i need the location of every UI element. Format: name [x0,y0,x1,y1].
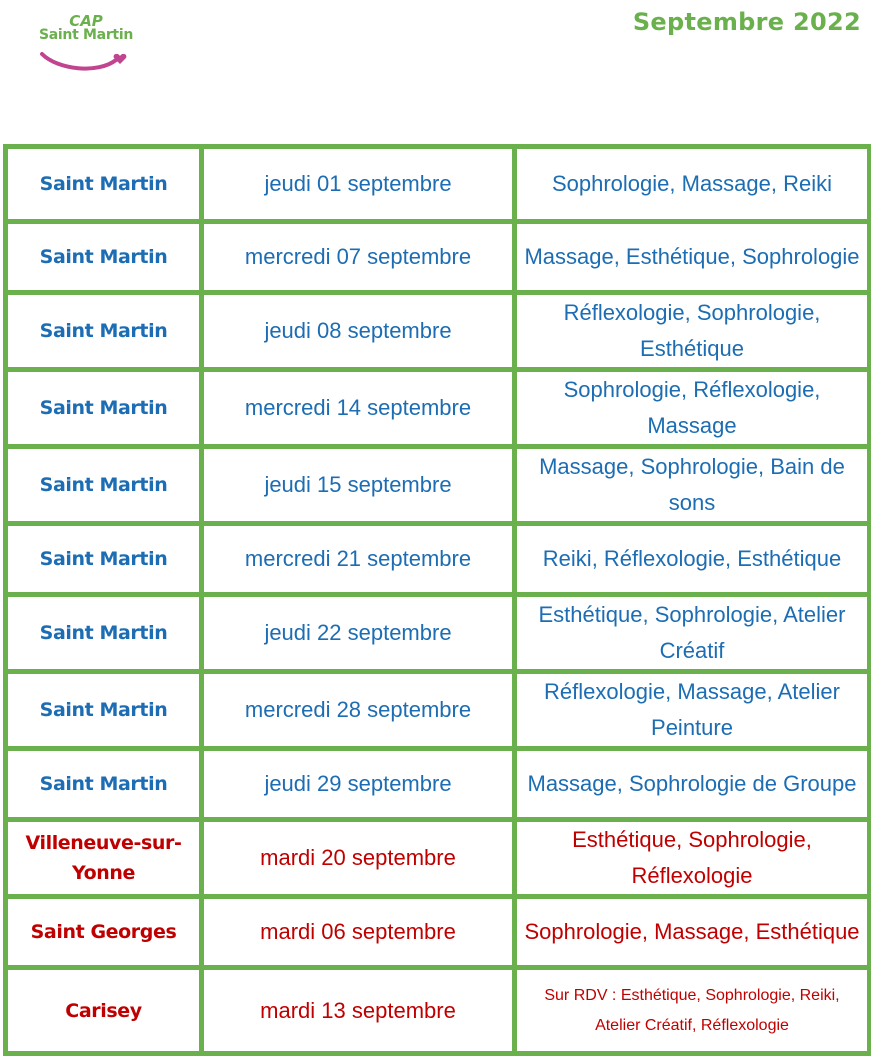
schedule-row [6,293,870,370]
place-cell: Saint Martin [6,222,202,293]
activities-cell: Esthétique, Sophrologie, Atelier Créatif [515,595,870,672]
activities-cell: Sophrologie, Réflexologie, Massage [515,370,870,447]
schedule-row [6,524,870,595]
place-cell: Saint Martin [6,672,202,749]
place-cell: Saint Martin [6,524,202,595]
date-cell: mardi 06 septembre [202,897,515,968]
activities-cell: Sophrologie, Massage, Reiki [515,147,870,222]
place-cell: Saint Martin [6,749,202,820]
schedule-row [6,968,870,1054]
date-cell: mardi 13 septembre [202,968,515,1054]
place-cell: Saint Martin [6,370,202,447]
activities-cell: Réflexologie, Sophrologie, Esthétique [515,293,870,370]
date-cell: mercredi 14 septembre [202,370,515,447]
date-cell: jeudi 22 septembre [202,595,515,672]
schedule-row [6,672,870,749]
date-cell: jeudi 08 septembre [202,293,515,370]
schedule-row [6,147,870,222]
activities-cell: Reiki, Réflexologie, Esthétique [515,524,870,595]
activities-cell: Massage, Esthétique, Sophrologie [515,222,870,293]
month-title: Septembre 2022 [632,8,861,36]
place-cell: Saint Martin [6,447,202,524]
schedule-row [6,749,870,820]
logo-cap-text: CAP [69,12,103,30]
date-cell: mercredi 07 septembre [202,222,515,293]
activities-cell: Réflexologie, Massage, Atelier Peinture [515,672,870,749]
cap-saint-martin-logo [36,12,136,84]
activities-cell: Esthétique, Sophrologie, Réflexologie [515,820,870,897]
schedule-row [6,820,870,897]
schedule-row [6,447,870,524]
place-cell: Carisey [6,968,202,1054]
date-cell: mardi 20 septembre [202,820,515,897]
place-cell: Saint Martin [6,293,202,370]
schedule-row [6,222,870,293]
activities-cell: Massage, Sophrologie, Bain de sons [515,447,870,524]
activities-cell: Massage, Sophrologie de Groupe [515,749,870,820]
place-cell: Saint Georges [6,897,202,968]
place-cell: Villeneuve-sur-Yonne [6,820,202,897]
schedule-table [3,144,871,1056]
logo-name-text: Saint Martin [38,27,133,43]
date-cell: mercredi 28 septembre [202,672,515,749]
schedule-row [6,897,870,968]
date-cell: jeudi 15 septembre [202,447,515,524]
date-cell: jeudi 29 septembre [202,749,515,820]
place-cell: Saint Martin [6,595,202,672]
schedule-row [6,595,870,672]
logo-heart-swoosh-icon [36,46,136,86]
schedule-row [6,370,870,447]
date-cell: jeudi 01 septembre [202,147,515,222]
place-cell: Saint Martin [6,147,202,222]
date-cell: mercredi 21 septembre [202,524,515,595]
activities-cell: Sur RDV : Esthétique, Sophrologie, Reiki, Atelier Créatif, Réflexologie [515,968,870,1054]
activities-cell: Sophrologie, Massage, Esthétique [515,897,870,968]
